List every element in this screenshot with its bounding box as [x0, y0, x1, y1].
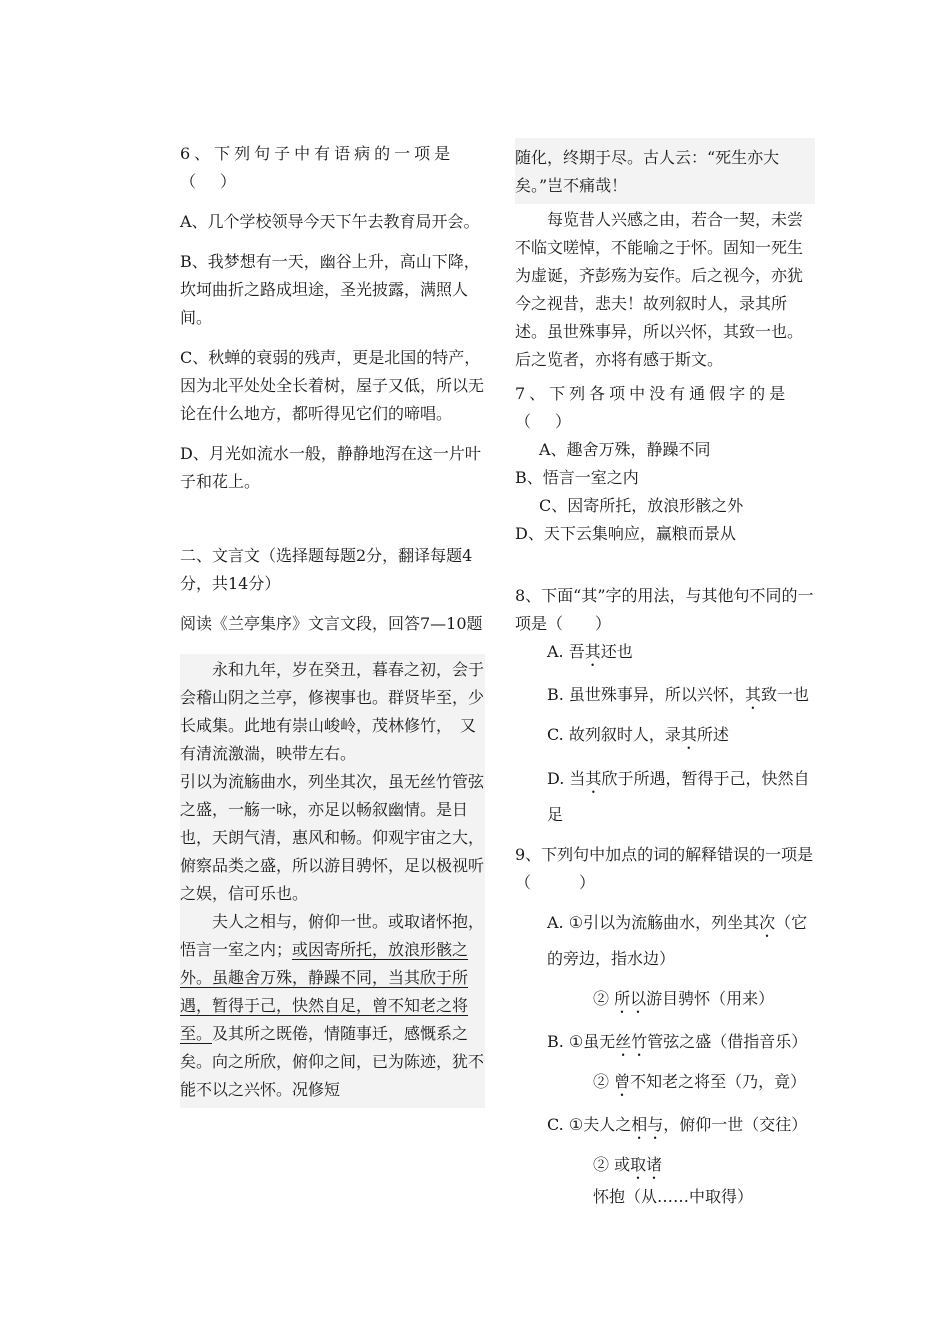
question-8-option-d [515, 761, 815, 833]
q8-b-pre: B. 虽世殊事异，所以兴怀， [547, 685, 745, 704]
passage-box [180, 654, 485, 1108]
q8-b-dotted: 其 [744, 685, 761, 704]
q8-b-post: 致一也 [760, 685, 809, 704]
passage-p2-underlined: 或因寄所托，放浪形骸之外。虽趣舍万殊，静躁不同，当其欣于所遇，暂得于己，快然自足，曾不知老之将至。 [180, 940, 469, 1043]
question-9-option-a2 [515, 985, 815, 1017]
question-6-title: 6、下列句子中有语病的一项是（ ） [180, 144, 455, 191]
passage-continued-box [515, 138, 815, 204]
q8-d-post: 欣于所遇，暂得于己，快然自足 [547, 769, 810, 824]
passage-p2-pre: 夫人之相与，俯仰一世。或取诸怀抱，悟言一室之内； [180, 912, 485, 959]
q8-a-pre: A. 吾 [547, 642, 585, 661]
q9-b1-dotted: 丝竹 [615, 1032, 648, 1051]
q9-b2-pre: ② [593, 1072, 615, 1091]
q9-c1-dotted: 相与 [631, 1115, 664, 1134]
q8-d-dotted: 其 [585, 769, 602, 788]
question-7-title: 7、下列各项中没有通假字的是（ ） [515, 384, 790, 431]
question-8-title: 8、下面“其”字的用法，与其他句不同的一项是（ ） [515, 586, 814, 633]
question-9-option-a1 [515, 905, 815, 977]
section-2-title: 二、文言文（选择题每题2分，翻译每题4分，共14分） [180, 546, 473, 593]
q9-a1-pre: A. ①引以为流觞曲水，列坐其 [547, 913, 760, 932]
passage-paragraph-1b: 引以为流觞曲水，列坐其次，虽无丝竹管弦之盛，一觞一咏，亦足以畅叙幽情。是日也，天朗气清，惠风和畅。仰观宇宙之大，俯察品类之盛，所以游目骋怀，足以极视听之娱，信可乐也。 [180, 772, 485, 903]
question-8-option-c [515, 721, 815, 753]
q8-a-post: 还也 [600, 642, 633, 661]
q9-c1-pre: C. ①夫人之 [547, 1115, 632, 1134]
question-7-option-d: D、天下云集响应，赢粮而景从 [515, 524, 736, 543]
q9-a2-pre: ② [593, 989, 615, 1008]
passage-paragraph-2-cont: 随化，终期于尽。古人云：“死生亦大矣。”岂不痛哉！ [515, 148, 780, 195]
q9-a1-dotted: 次 [759, 913, 776, 932]
q9-a2-dotted: 所以 [614, 989, 647, 1008]
q8-c-post: 所述 [696, 725, 729, 744]
question-6-option-d: D、月光如流水一般，静静地泻在这一片叶子和花上。 [180, 444, 481, 491]
question-6-option-a: A、几个学校领导今天下午去教育局开会。 [180, 212, 480, 231]
q9-c2-post: 怀抱（从……中取得） [593, 1187, 754, 1206]
question-7-option-c: C、因寄所托，放浪形骸之外 [539, 496, 744, 515]
q9-a1-post: （它的旁边，指水边） [547, 913, 808, 968]
passage-paragraph-2 [180, 908, 485, 1104]
right-column [515, 138, 815, 1211]
q9-b1-post: 管弦之盛（借指音乐） [647, 1032, 808, 1051]
q9-a2-post: 游目骋怀（用来） [646, 989, 775, 1008]
question-7-option-b: B、悟言一室之内 [515, 468, 639, 487]
q9-c2-pre: ② 或 [593, 1155, 631, 1174]
passage-paragraph-1a: 永和九年，岁在癸丑，暮春之初，会于会稽山阴之兰亭，修禊事也。群贤毕至，少长咸集。此地有崇山峻岭，茂林修竹， 又有清流激湍，映带左右。 [180, 660, 485, 763]
q9-b2-post: 不知老之将至（乃，竟） [630, 1072, 807, 1091]
q8-c-pre: C. 故列叙时人，录 [547, 725, 681, 744]
q9-c1-post: ，俯仰一世（交往） [663, 1115, 808, 1134]
question-8-option-a [515, 638, 815, 670]
question-9-option-b1 [515, 1025, 815, 1060]
q8-d-pre: D. 当 [547, 769, 586, 788]
q9-b2-dotted: 曾 [614, 1072, 631, 1091]
question-9-option-c2 [515, 1151, 815, 1211]
q9-b1-pre: B. ①虽无 [547, 1032, 616, 1051]
question-9-option-b2 [515, 1068, 815, 1100]
question-9-option-c1 [515, 1108, 815, 1143]
question-6-option-c: C、秋蝉的衰弱的残声，更是北国的特产，因为北平处处全长着树，屋子又低，所以无论在什么地方，都听得见它们的啼唱。 [180, 348, 485, 423]
passage-p2-post: 及其所之既倦，情随事迁，感慨系之矣。向之所欣，俯仰之间，已为陈迹，犹不能不以之兴怀。况修短 [180, 1024, 485, 1099]
question-7-option-a: A、趣舍万殊，静躁不同 [539, 440, 711, 459]
question-9-title: 9、下列句中加点的词的解释错误的一项是（ ） [515, 845, 814, 892]
passage-paragraph-3: 每览昔人兴感之由，若合一契，未尝不临文嗟悼，不能喻之于怀。固知一死生为虚诞，齐彭殇为妄作。后之视今，亦犹今之视昔，悲夫！故列叙时人，录其所述。虽世殊事异，所以兴怀，其致一也。后之览者，亦将有感于斯文。 [515, 210, 804, 369]
question-6-option-b: B、我梦想有一天，幽谷上升，高山下降，坎坷曲折之路成坦途，圣光披露，满照人间。 [180, 252, 480, 327]
q9-c2-dotted: 取诸 [630, 1155, 663, 1174]
q8-c-dotted: 其 [680, 725, 697, 744]
q8-a-dotted: 其 [584, 642, 601, 661]
section-2-instruction: 阅读《兰亭集序》文言文段，回答7—10题 [180, 614, 483, 633]
question-8-option-b [515, 678, 815, 713]
left-column [180, 140, 485, 1108]
